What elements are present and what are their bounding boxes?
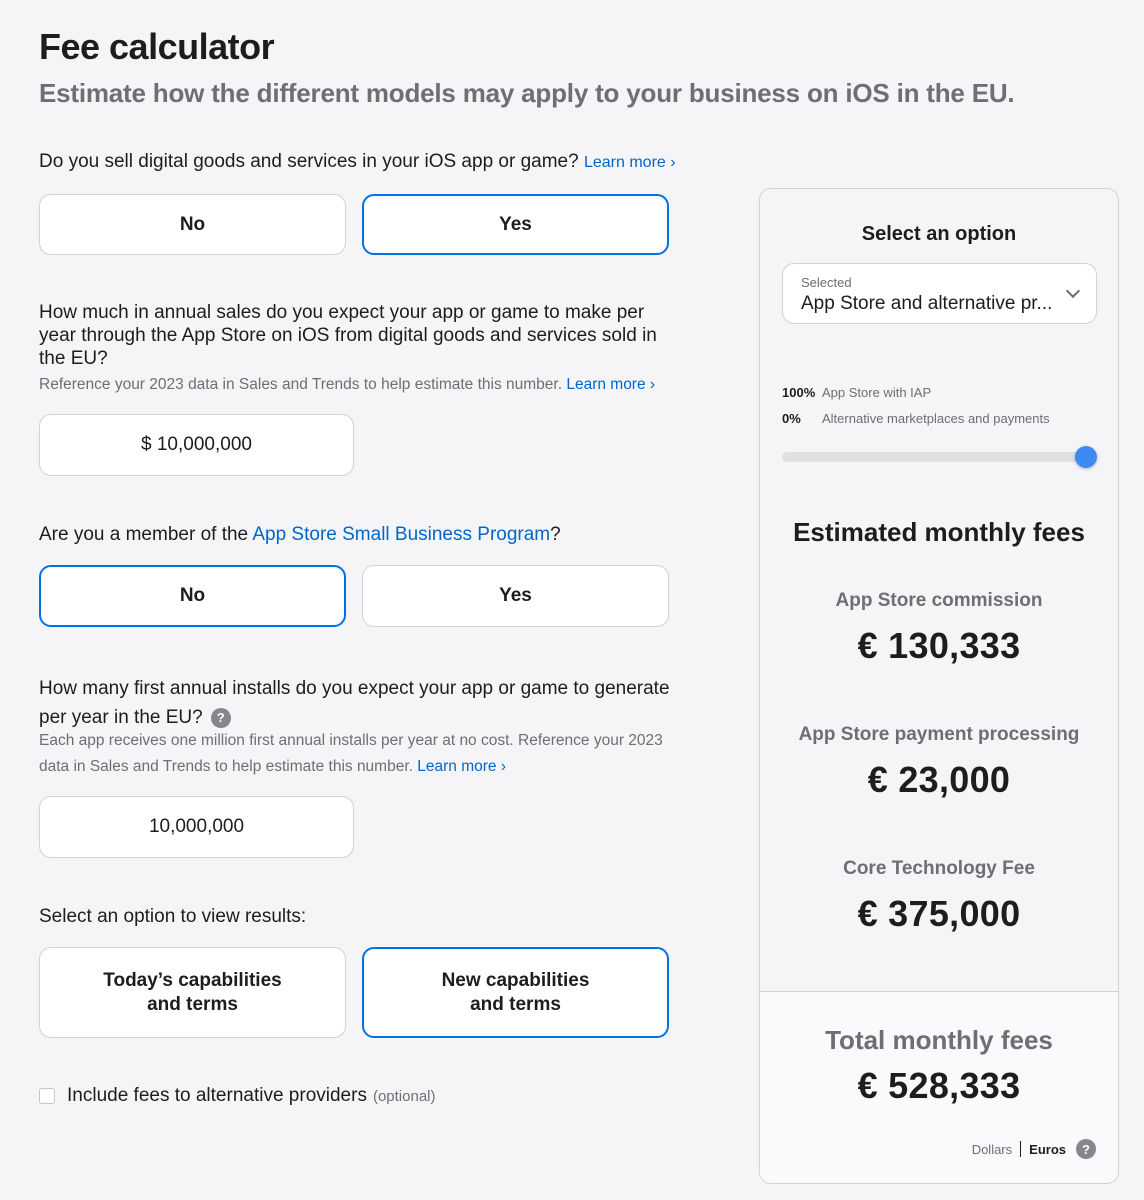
- option-dropdown[interactable]: [782, 263, 1097, 324]
- help-icon[interactable]: ?: [1076, 1139, 1096, 1159]
- small-business-yes-button[interactable]: Yes: [362, 565, 669, 627]
- page-title: Fee calculator: [39, 26, 275, 67]
- question-select-results: Select an option to view results:: [39, 906, 307, 927]
- checkbox-label: Include fees to alternative providers: [67, 1085, 367, 1106]
- dropdown-caption: Selected: [801, 275, 852, 290]
- dropdown-value: App Store and alternative pr...: [801, 293, 1053, 314]
- question-text: Do you sell digital goods and services in your iOS app or game?: [39, 151, 579, 172]
- select-option-label: Select an option: [861, 223, 1017, 245]
- new-capabilities-button[interactable]: New capabilities and terms: [362, 947, 669, 1038]
- annual-sales-hint: Reference your 2023 data in Sales and Trends to help estimate this number. Learn more ›: [39, 376, 656, 393]
- todays-capabilities-button[interactable]: Today’s capabilities and terms: [39, 947, 346, 1038]
- first-installs-input[interactable]: 10,000,000: [39, 796, 354, 858]
- split-slider-thumb[interactable]: [1075, 446, 1097, 468]
- currency-toggle: [972, 1139, 1096, 1159]
- fee-label-payment-processing: App Store payment processing: [798, 724, 1080, 745]
- estimated-fees-title: Estimated monthly fees: [793, 517, 1085, 547]
- small-business-no-button[interactable]: No: [39, 565, 346, 627]
- first-installs-hint: Each app receives one million first annual installs per year at no cost. Reference your 2023 data in Sales and Trends to help estimate this number. Learn more ›: [39, 732, 663, 775]
- fee-label-commission: App Store commission: [835, 590, 1043, 611]
- question-small-business: Are you a member of the App Store Small Business Program?: [39, 524, 561, 545]
- page-subtitle: Estimate how the different models may apply to your business on iOS in the EU.: [39, 78, 1015, 108]
- small-business-program-link[interactable]: App Store Small Business Program: [252, 524, 551, 545]
- results-panel: [759, 188, 1119, 1184]
- learn-more-link[interactable]: Learn more ›: [417, 758, 506, 775]
- digital-goods-yes-button[interactable]: Yes: [362, 194, 669, 255]
- optional-label: (optional): [372, 1087, 436, 1105]
- split-row-app-store: 100% App Store with IAP: [782, 385, 932, 400]
- help-icon[interactable]: ?: [211, 708, 231, 728]
- question-annual-sales: How much in annual sales do you expect your app or game to make per year through the App Store on iOS from digital goods and services sold in the EU?: [39, 302, 657, 369]
- total-fees-value: € 528,333: [857, 1065, 1021, 1106]
- digital-goods-no-button[interactable]: No: [39, 194, 346, 255]
- learn-more-link[interactable]: Learn more ›: [566, 376, 656, 393]
- include-alternative-fees-checkbox[interactable]: [39, 1088, 55, 1104]
- split-slider-track[interactable]: [782, 452, 1097, 462]
- question-first-installs: How many first annual installs do you expect your app or game to generate per year in the EU? ?: [39, 678, 670, 728]
- learn-more-link[interactable]: Learn more ›: [583, 154, 676, 171]
- fee-value-core-technology: € 375,000: [857, 893, 1021, 934]
- currency-divider: [1020, 1141, 1021, 1157]
- annual-sales-input[interactable]: $ 10,000,000: [39, 414, 354, 476]
- fee-value-payment-processing: € 23,000: [867, 759, 1011, 800]
- fee-label-core-technology: Core Technology Fee: [843, 858, 1035, 879]
- fee-value-commission: € 130,333: [857, 625, 1021, 666]
- include-alternative-fees-row[interactable]: [39, 1085, 436, 1107]
- total-fees-label: Total monthly fees: [825, 1025, 1053, 1055]
- split-row-alternative: 0% Alternative marketplaces and payments: [782, 411, 1050, 426]
- question-digital-goods: [39, 150, 676, 174]
- currency-euros[interactable]: Euros: [1029, 1141, 1066, 1157]
- currency-dollars[interactable]: Dollars: [971, 1141, 1013, 1157]
